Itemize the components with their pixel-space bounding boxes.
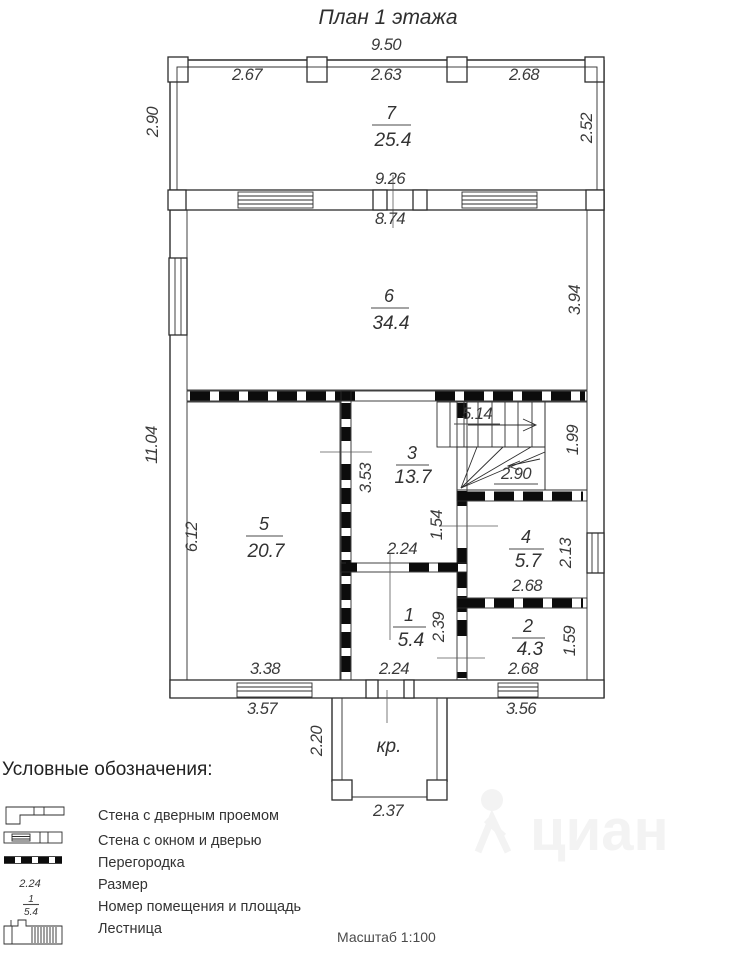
dim-r3-left: 3.53 — [357, 462, 375, 494]
dim-r7-left: 2.90 — [144, 106, 162, 138]
partition-icon — [4, 857, 62, 864]
room-6 — [169, 210, 587, 390]
room-2-number: 2 — [522, 616, 534, 636]
dim-r5-bottom: 3.38 — [249, 660, 281, 678]
dim-top-seg3: 2.68 — [508, 66, 540, 84]
dim-r2-bottom: 2.68 — [507, 660, 539, 678]
dim-porch-left: 2.20 — [308, 725, 326, 757]
legend-item-label: Стена с дверным проемом — [98, 808, 279, 824]
legend-heading: Условные обозначения: — [2, 759, 213, 780]
porch-label: кр. — [376, 736, 402, 757]
legend — [2, 759, 301, 944]
dim-r7-width: 9.26 — [374, 170, 406, 188]
room-7-number: 7 — [385, 103, 397, 123]
room-1-area: 5.4 — [397, 630, 425, 651]
dim-r6-right: 3.94 — [566, 284, 584, 316]
scale-label: Масштаб 1:100 — [337, 929, 436, 945]
stairs-icon — [4, 920, 62, 944]
dim-stair-top: 5.14 — [461, 405, 493, 423]
room-6-area: 34.4 — [372, 313, 410, 334]
room-5 — [187, 402, 340, 680]
dim-r3-bottom: 2.24 — [386, 540, 418, 558]
legend-room-area-sample: 5.4 — [24, 907, 38, 918]
legend-item-label: Номер помещения и площадь — [98, 899, 302, 915]
legend-dimension-sample: 2.24 — [19, 878, 41, 890]
dim-r1-right: 2.39 — [430, 611, 448, 643]
legend-item-label: Перегородка — [98, 855, 185, 871]
room-3-number: 3 — [406, 443, 418, 463]
dim-r7-right: 2.52 — [578, 112, 596, 144]
room-1 — [393, 605, 426, 651]
dim-porch-bottom: 2.37 — [372, 802, 404, 820]
dim-r4-bottom: 2.68 — [511, 577, 543, 595]
watermark-text: циан — [530, 798, 669, 863]
legend-room-number-sample: 1 — [28, 894, 34, 905]
room-1-number: 1 — [403, 605, 415, 625]
dim-stair-right: 1.99 — [564, 424, 582, 456]
room-5-number: 5 — [258, 514, 270, 534]
dim-r5-left: 6.12 — [183, 521, 201, 553]
porch — [332, 690, 447, 800]
cian-person-icon — [478, 789, 508, 852]
dim-top-total: 9.50 — [370, 36, 402, 54]
dim-r1-bottom: 2.24 — [378, 660, 410, 678]
room-4-area: 5.7 — [514, 551, 542, 572]
dim-stair-turn: 2.90 — [500, 465, 532, 483]
dim-bottom-right: 3.56 — [505, 700, 537, 718]
dim-door4: 1.54 — [428, 509, 446, 541]
watermark — [478, 789, 669, 863]
room-number-icon — [23, 894, 39, 918]
room-4-number: 4 — [520, 527, 532, 547]
window-icon — [169, 258, 187, 335]
wall-window-door-icon — [4, 832, 62, 843]
dim-r6-width: 8.74 — [374, 210, 406, 228]
wall-door-opening-icon — [6, 807, 64, 824]
page-title: План 1 этажа — [318, 6, 458, 29]
room-5-area: 20.7 — [247, 541, 285, 562]
room-2-area: 4.3 — [516, 639, 544, 660]
legend-item-label: Размер — [98, 877, 148, 893]
room-7-area: 25.4 — [374, 130, 412, 151]
room-2 — [512, 616, 545, 660]
dimension-icon — [18, 878, 40, 890]
window-icon — [587, 533, 604, 573]
legend-item-label: Стена с окном и дверью — [98, 833, 262, 849]
room-6-number: 6 — [383, 286, 395, 306]
dim-top-seg2: 2.63 — [370, 66, 402, 84]
dim-r2-right: 1.59 — [561, 625, 579, 657]
dim-bottom-left: 3.57 — [246, 700, 278, 718]
dim-left-total: 11.04 — [143, 426, 161, 464]
dim-r4-right: 2.13 — [557, 537, 575, 569]
room-3-area: 13.7 — [394, 467, 432, 488]
legend-item-label: Лестница — [98, 921, 162, 937]
dim-top-seg1: 2.67 — [231, 66, 263, 84]
